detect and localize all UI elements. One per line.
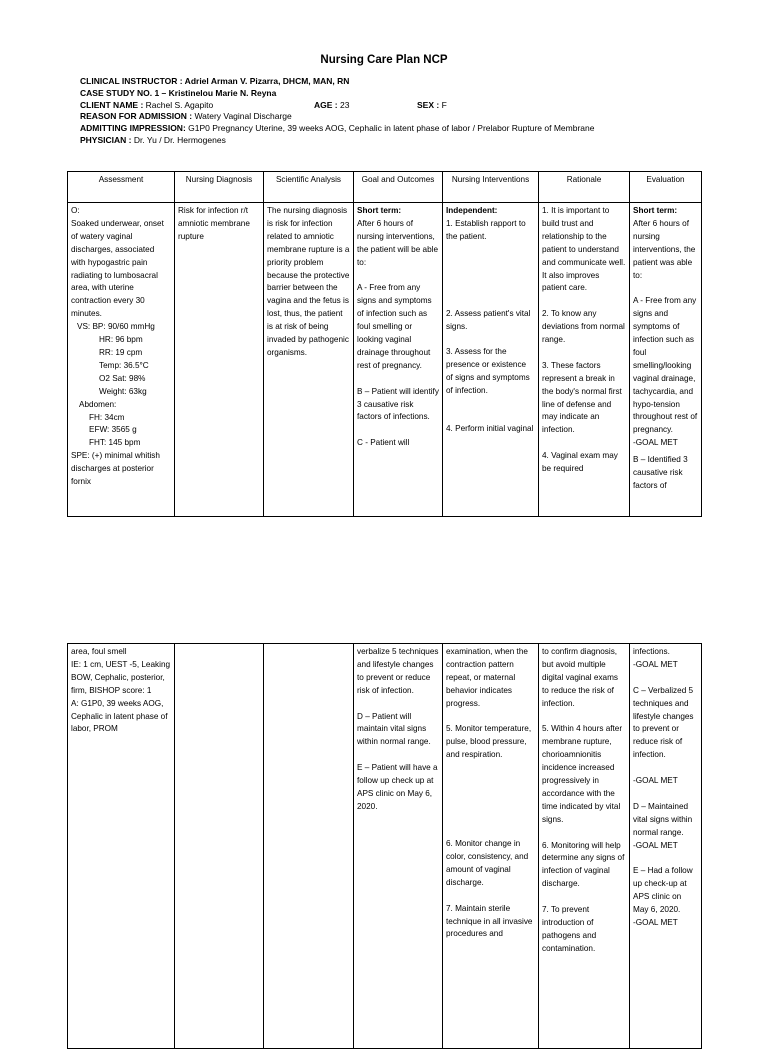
assessment-summary: A: G1P0, 39 weeks AOG, Cephalic in latent phase of labor, PROM (71, 698, 168, 734)
table-header-row (68, 172, 702, 203)
reason-value: Watery Vaginal Discharge (192, 111, 292, 122)
rationale-4: to confirm diagnosis, but avoid multiple digital vaginal exams to reduce the risk of infection. (542, 647, 619, 708)
goals-cell-cont (354, 644, 443, 1049)
client-name-value: Rachel S. Agapito (143, 99, 214, 110)
evaluation-d-status: -GOAL MET (633, 840, 678, 850)
interventions-cell-cont (443, 644, 539, 1049)
goal-c-start: C - Patient will (357, 438, 410, 448)
client-line (80, 100, 594, 112)
client-name-label: CLIENT NAME : (80, 99, 144, 110)
evaluation-e-status: -GOAL MET (633, 917, 678, 927)
vital-signs-weight: Weight: 63kg (99, 386, 147, 396)
impression-line (80, 123, 594, 135)
intervention-1: 1. Establish rapport to the patient. (446, 218, 526, 241)
evaluation-short-term-label: Short term: (633, 206, 678, 215)
table-row (68, 203, 702, 517)
reason-line (80, 111, 594, 123)
abdomen-fh: FH: 34cm (89, 412, 125, 422)
impression-value: G1P0 Pregnancy Uterine, 39 weeks AOG, Cephalic in latent phase of labor / Prelabor Rupture of Membrane (185, 123, 595, 134)
vital-signs-temp: Temp: 36.5°C (99, 360, 149, 370)
rationale-cell-cont (539, 644, 630, 1049)
rationale-6: 6. Monitoring will help determine any signs of infection of vaginal discharge. (542, 840, 625, 889)
physician-value: Dr. Yu / Dr. Hermogenes (131, 134, 226, 145)
rationale-cell (539, 203, 630, 517)
care-plan-table-part-2 (67, 643, 702, 1049)
case-header (80, 76, 594, 147)
rationale-2: 2. To know any deviations from normal range. (542, 309, 625, 345)
spe-findings: SPE: (+) minimal whitish discharges at posterior fornix (71, 451, 160, 487)
instructor-value: Adriel Arman V. Pizarra, DHCM, MAN, RN (182, 76, 350, 86)
case-study-label: CASE STUDY NO. 1 – Kristinelou Marie N. Reyna (80, 87, 277, 98)
evaluation-b-status: -GOAL MET (633, 659, 678, 669)
assessment-cell-cont (68, 644, 175, 1049)
rationale-4-start: 4. Vaginal exam may be required (542, 451, 618, 474)
header-scientific-analysis: Scientific Analysis (264, 172, 354, 203)
physician-line (80, 135, 594, 147)
vital-signs-rr: RR: 19 cpm (99, 347, 143, 357)
evaluation-a: A - Free from any signs and symptoms of infection such as foul smelling/looking vaginal drainage, tachycardia, and hypo-tension throughout rest of pregnancy. (633, 296, 698, 435)
header-rationale: Rationale (539, 172, 630, 203)
impression-label: ADMITTING IMPRESSION: (80, 123, 186, 134)
evaluation-intro: After 6 hours of nursing interventions, the patient was able to: (633, 218, 696, 280)
analysis-cell: The nursing diagnosis is risk for infection related to amniotic membrane rupture is a priority problem because the protective barrier between the vagina and the fetus is lost, thus, the patient is at risk of being invaded by pathogenic organisms. (264, 203, 354, 517)
rationale-5: 5. Within 4 hours after membrane rupture, chorioamnionitis incidence increased progressively in accordance with the time indicated by vital signs. (542, 724, 623, 824)
ie-findings: IE: 1 cm, UEST -5, Leaking BOW, Cephalic, posterior, firm, BISHOP score: 1 (71, 659, 171, 695)
sex-value: F (439, 99, 447, 110)
age-label: AGE : (314, 99, 338, 110)
table-row (68, 644, 702, 1049)
rationale-1: 1. It is important to build trust and relationship to the patient to understand and communicate well. It also improves patient care. (542, 206, 626, 293)
analysis-cell-cont (264, 644, 354, 1049)
assessment-cell (68, 203, 175, 517)
evaluation-d: D – Maintained vital signs within normal range. (633, 801, 693, 837)
header-nursing-interventions: Nursing Interventions (443, 172, 539, 203)
goals-cell (354, 203, 443, 517)
vital-signs-hr: HR: 96 bpm (99, 335, 143, 345)
diagnosis-cell: Risk for infection r/t amniotic membrane rupture (175, 203, 264, 517)
header-goal-outcomes: Goal and Outcomes (354, 172, 443, 203)
spe-continued: area, foul smell (71, 647, 127, 656)
case-study-line (80, 88, 594, 100)
age-value: 23 (337, 99, 350, 110)
document-title: Nursing Care Plan NCP (320, 54, 448, 66)
goals-short-term-label: Short term: (357, 206, 402, 215)
abdomen-fht: FHT: 145 bpm (89, 438, 141, 448)
reason-label: REASON FOR ADMISSION : (80, 111, 193, 122)
independent-label: Independent: (446, 206, 498, 215)
objective-label: O: (71, 206, 80, 215)
goal-c: verbalize 5 techniques and lifestyle changes to prevent or reduce risk of infection. (357, 647, 439, 695)
interventions-cell (443, 203, 539, 517)
intervention-5: 5. Monitor temperature, pulse, blood pressure, and respiration. (446, 724, 532, 760)
objective-text: Soaked underwear, onset of watery vaginal discharges, associated with hypogastric pain radiating to lumbosacral area, with uterine contraction every 30 minutes. (71, 218, 164, 319)
evaluation-e: E – Had a follow up check-up at APS clinic on May 6, 2020. (633, 866, 693, 915)
goal-a: A - Free from any signs and symptoms of infection such as foul smelling or looking vaginal drainage throughout rest of pregnancy. (357, 283, 432, 370)
rationale-3: 3. These factors represent a break in the body's normal first line of defense and may indicate an infection. (542, 360, 622, 435)
instructor-line (80, 76, 594, 88)
abdomen-efw: EFW: 3565 g (89, 425, 137, 435)
evaluation-b-start: B – Identified 3 causative risk factors of (633, 455, 688, 491)
intervention-4-start: 4. Perform initial vaginal (446, 424, 534, 434)
goal-d: D – Patient will maintain vital signs within normal range. (357, 711, 431, 747)
evaluation-a-status: -GOAL MET (633, 438, 678, 448)
care-plan-table-part-1 (67, 171, 702, 517)
evaluation-c: C – Verbalized 5 techniques and lifestyle changes to prevent or reduce risk of infection. (633, 685, 694, 760)
rationale-7: 7. To prevent introduction of pathogens and contamination. (542, 905, 597, 953)
header-assessment: Assessment (68, 172, 175, 203)
intervention-4: examination, when the contraction pattern repeat, or maternal behavior indicates progress. (446, 647, 528, 708)
vital-signs-bp: VS: BP: 90/60 mmHg (77, 322, 155, 332)
header-evaluation: Evaluation (630, 172, 702, 203)
evaluation-cell (630, 203, 702, 517)
instructor-label: CLINICAL INSTRUCTOR : (80, 76, 183, 86)
header-nursing-diagnosis: Nursing Diagnosis (175, 172, 264, 203)
intervention-2: 2. Assess patient's vital signs. (446, 308, 531, 331)
goal-e: E – Patient will have a follow up check up at APS clinic on May 6, 2020. (357, 763, 438, 811)
intervention-6: 6. Monitor change in color, consistency, and amount of vaginal discharge. (446, 839, 529, 887)
intervention-3: 3. Assess for the presence or existence of signs and symptoms of infection. (446, 347, 530, 396)
sex-label: SEX : (417, 99, 440, 110)
vital-signs-o2: O2 Sat: 98% (99, 373, 146, 383)
goal-b: B – Patient will identify 3 causative risk factors of infections. (357, 386, 439, 422)
evaluation-cell-cont (630, 644, 702, 1049)
physician-label: PHYSICIAN : (80, 134, 132, 145)
goals-intro: After 6 hours of nursing interventions, the patient will be able to: (357, 218, 439, 267)
abdomen-label: Abdomen: (79, 399, 117, 409)
intervention-7: 7. Maintain sterile technique in all invasive procedures and (446, 903, 533, 939)
diagnosis-cell-cont (175, 644, 264, 1049)
evaluation-c-status: -GOAL MET (633, 776, 678, 786)
evaluation-b: infections. (633, 647, 670, 656)
